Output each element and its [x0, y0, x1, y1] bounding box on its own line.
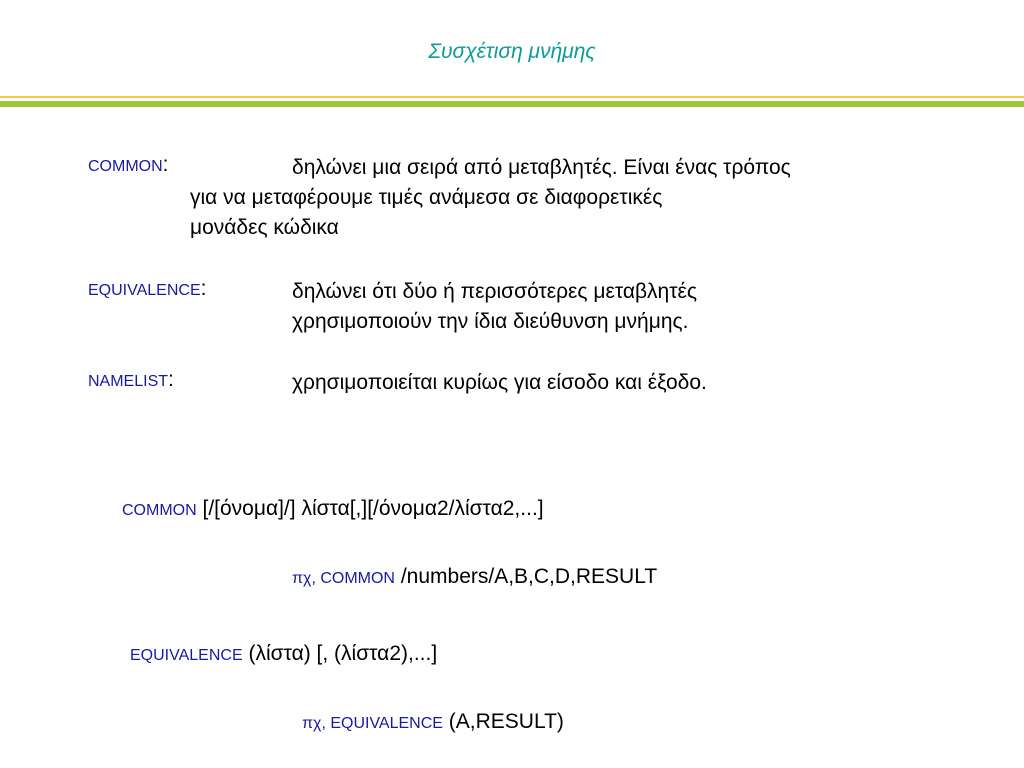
slide-title: Συσχέτιση μνήμης [428, 40, 596, 63]
namelist-desc-line-1: χρησιμοποιείται κυρίως για είσοδο και έξοδο. [292, 371, 707, 394]
common-syntax-text: [/[όνομα]/] λίστα[,][/όνομα2/λίστα2,...] [202, 497, 544, 520]
common-syntax [122, 494, 544, 526]
common-desc-line-1: δηλώνει μια σειρά από μεταβλητές. Είναι ένας τρόπος [292, 156, 791, 179]
equivalence-example [302, 707, 564, 739]
common-desc-line-2: για να μεταφέρουμε τιμές ανάμεσα σε διαφορετικές [190, 186, 663, 209]
common-example-prefix: πχ, COMMON [292, 570, 395, 587]
common-example-text: /numbers/A,B,C,D,RESULT [400, 565, 658, 588]
namelist-term [88, 368, 174, 392]
namelist-keyword: NAMELIST [88, 373, 169, 390]
common-example [292, 562, 657, 594]
namelist-colon: : [168, 368, 174, 391]
common-keyword: COMMON [88, 158, 163, 175]
equivalence-colon: : [200, 277, 207, 300]
header-divider-thin [0, 96, 1024, 98]
common-syntax-keyword: COMMON [122, 502, 197, 519]
equivalence-syntax [130, 639, 437, 671]
common-colon: : [162, 153, 169, 176]
common-term [88, 153, 169, 177]
equivalence-example-text: (A,RESULT) [448, 710, 564, 733]
header-divider-thick [0, 101, 1024, 107]
equivalence-syntax-text: (λίστα) [, (λίστα2),...] [248, 642, 438, 665]
equivalence-term [88, 277, 206, 301]
equivalence-syntax-keyword: EQUIVALENCE [130, 647, 243, 664]
common-desc-line-3: μονάδες κώδικα [190, 216, 339, 239]
equivalence-example-prefix: πχ, EQUIVALENCE [302, 715, 443, 732]
equivalence-desc-line-1: δηλώνει ότι δύο ή περισσότερες μεταβλητές [292, 280, 698, 303]
equivalence-keyword: EQUIVALENCE [88, 282, 201, 299]
equivalence-desc-line-2: χρησιμοποιούν την ίδια διεύθυνση μνήμης. [292, 310, 689, 333]
